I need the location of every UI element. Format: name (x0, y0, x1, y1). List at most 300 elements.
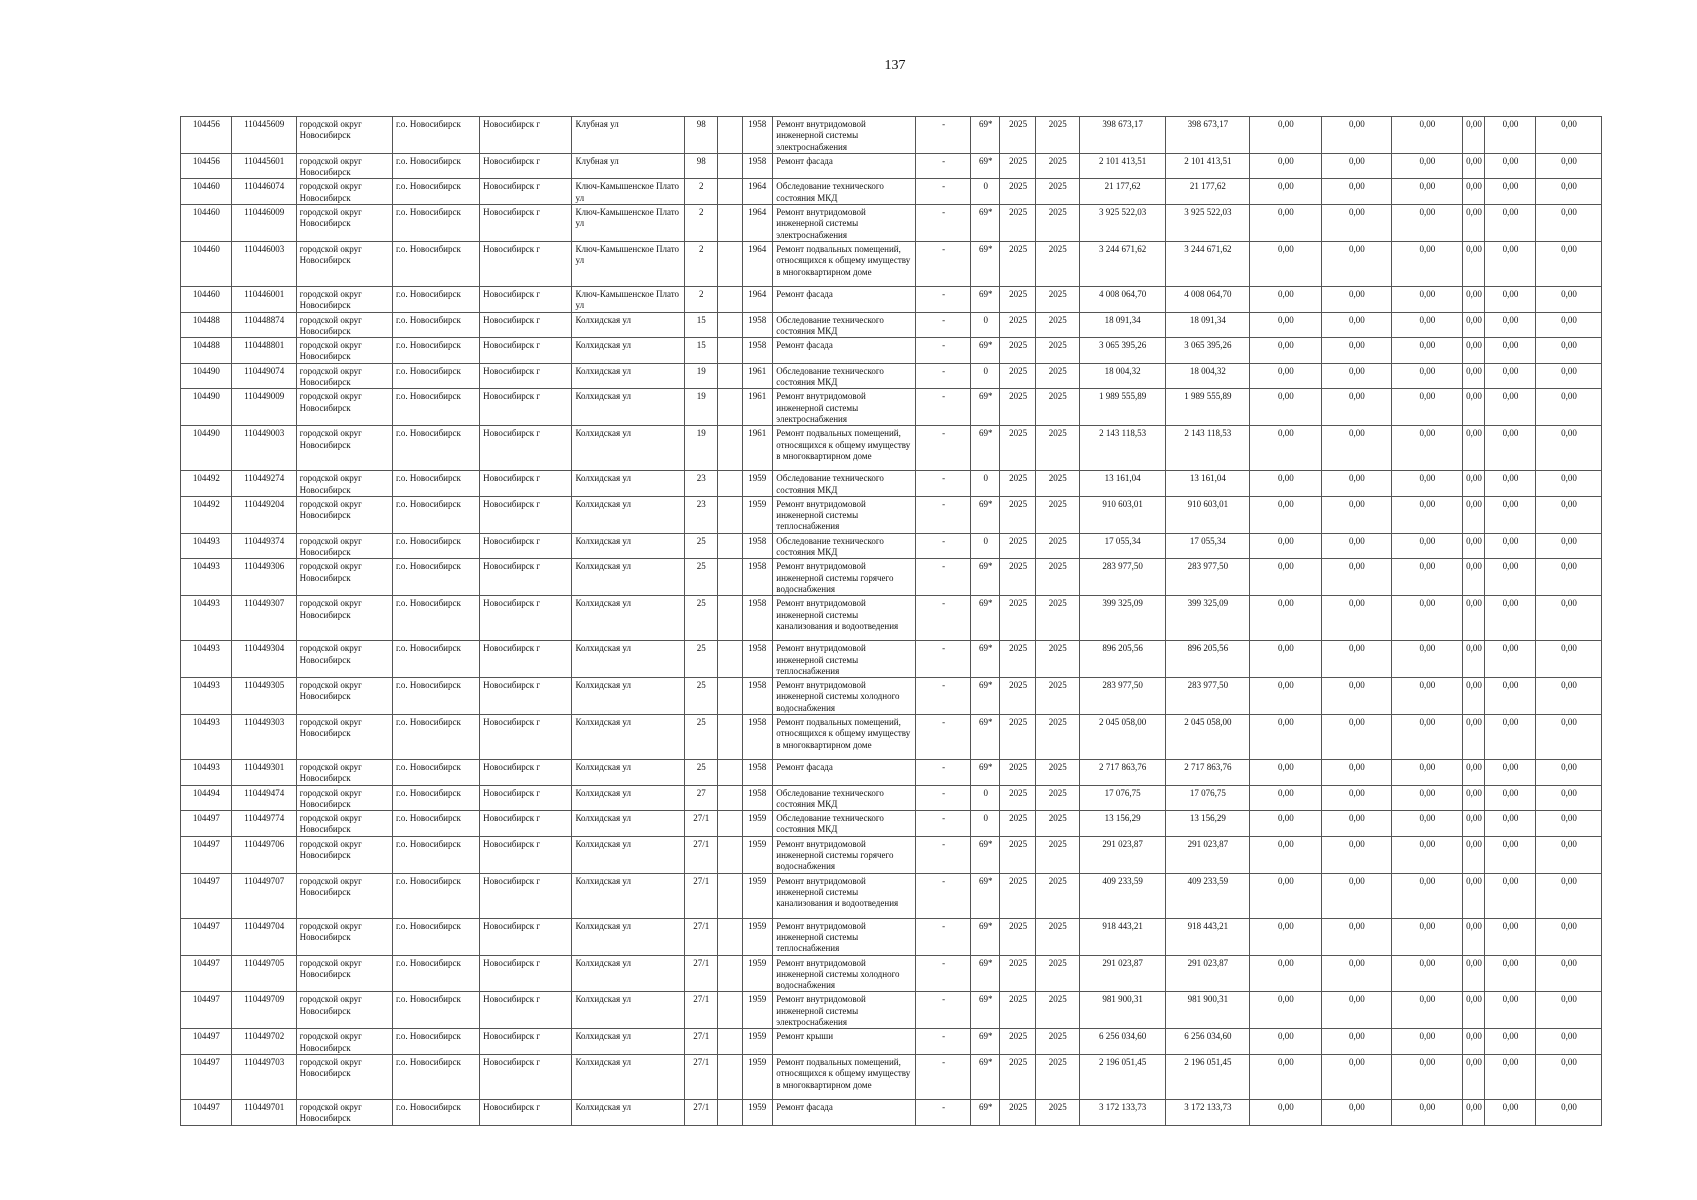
cell-amount-4: 0,00 (1462, 363, 1484, 389)
cell-amount-5: 0,00 (1485, 241, 1536, 286)
cell-amount-3: 0,00 (1391, 312, 1462, 338)
cell-district: г.о. Новосибирск (392, 153, 479, 179)
cell-percent: 69* (971, 1029, 1000, 1055)
cell-house-id: 104497 (181, 955, 232, 992)
cell-district: г.о. Новосибирск (392, 286, 479, 312)
cell-amount-2: 0,00 (1321, 179, 1391, 205)
cell-amount-6: 0,00 (1535, 596, 1601, 641)
cell-house-number: 25 (685, 714, 717, 759)
cell-amount-4: 0,00 (1462, 153, 1484, 179)
cell-city: Новосибирск г (480, 759, 572, 785)
cell-letter (717, 117, 742, 154)
cell-amount-5: 0,00 (1485, 714, 1536, 759)
cell-work-type: Обследование технического состояния МКД (773, 179, 916, 205)
cell-percent: 69* (971, 955, 1000, 992)
cell-street: Колхидская ул (572, 873, 685, 918)
cell-amount-3: 0,00 (1391, 179, 1462, 205)
cell-amount-5: 0,00 (1485, 338, 1536, 364)
cell-amount-1: 0,00 (1249, 714, 1321, 759)
cell-municipality: городской округ Новосибирск (296, 836, 392, 873)
cell-amount-6: 0,00 (1535, 714, 1601, 759)
cell-house-number: 25 (685, 641, 717, 678)
cell-work-type: Ремонт внутридомовой инженерной системы горячего водоснабжения (773, 836, 916, 873)
cell-amount-4: 0,00 (1462, 496, 1484, 533)
table-row (181, 117, 1602, 154)
cell-amount-1: 0,00 (1249, 785, 1321, 811)
cell-house-number: 27/1 (685, 811, 717, 837)
cell-municipality: городской округ Новосибирск (296, 1054, 392, 1099)
cell-total-cost: 3 172 133,73 (1079, 1099, 1165, 1125)
cell-amount-1: 0,00 (1249, 179, 1321, 205)
cell-city: Новосибирск г (480, 559, 572, 596)
cell-fund-cost: 896 205,56 (1165, 641, 1249, 678)
cell-amount-1: 0,00 (1249, 205, 1321, 242)
cell-municipality: городской округ Новосибирск (296, 241, 392, 286)
table-row (181, 312, 1602, 338)
cell-house-id: 104492 (181, 471, 232, 497)
cell-percent: 69* (971, 759, 1000, 785)
cell-year-start: 2025 (1000, 363, 1035, 389)
cell-street: Колхидская ул (572, 426, 685, 471)
cell-work-type: Ремонт внутридомовой инженерной системы холодного водоснабжения (773, 678, 916, 715)
cell-year-start: 2025 (1000, 338, 1035, 364)
page-number: 137 (884, 58, 906, 73)
cell-work-type: Ремонт подвальных помещений, относящихся к общему имуществу в многоквартирном доме (773, 714, 916, 759)
cell-amount-4: 0,00 (1462, 389, 1484, 426)
cell-build-year: 1959 (742, 992, 772, 1029)
cell-dash: - (916, 286, 971, 312)
table-row (181, 286, 1602, 312)
cell-city: Новосибирск г (480, 179, 572, 205)
cell-fund-cost: 2 101 413,51 (1165, 153, 1249, 179)
cell-house-id: 104493 (181, 678, 232, 715)
cell-dash: - (916, 496, 971, 533)
cell-city: Новосибирск г (480, 153, 572, 179)
cell-amount-3: 0,00 (1391, 678, 1462, 715)
cell-letter (717, 153, 742, 179)
cell-letter (717, 955, 742, 992)
table-row (181, 496, 1602, 533)
cell-work-type: Ремонт внутридомовой инженерной системы канализования и водоотведения (773, 873, 916, 918)
cell-street: Колхидская ул (572, 992, 685, 1029)
cell-build-year: 1959 (742, 471, 772, 497)
cell-amount-1: 0,00 (1249, 496, 1321, 533)
cell-amount-2: 0,00 (1321, 714, 1391, 759)
cell-house-id: 104493 (181, 559, 232, 596)
table-row (181, 955, 1602, 992)
cell-work-code: 110449702 (231, 1029, 296, 1055)
cell-municipality: городской округ Новосибирск (296, 559, 392, 596)
cell-house-number: 2 (685, 286, 717, 312)
cell-letter (717, 286, 742, 312)
cell-total-cost: 3 065 395,26 (1079, 338, 1165, 364)
cell-amount-5: 0,00 (1485, 179, 1536, 205)
table-row (181, 641, 1602, 678)
cell-house-id: 104460 (181, 241, 232, 286)
cell-total-cost: 13 161,04 (1079, 471, 1165, 497)
cell-amount-3: 0,00 (1391, 559, 1462, 596)
cell-year-end: 2025 (1035, 714, 1079, 759)
cell-work-code: 110445601 (231, 153, 296, 179)
cell-municipality: городской округ Новосибирск (296, 785, 392, 811)
cell-house-number: 2 (685, 205, 717, 242)
cell-amount-4: 0,00 (1462, 955, 1484, 992)
cell-amount-2: 0,00 (1321, 363, 1391, 389)
cell-amount-4: 0,00 (1462, 785, 1484, 811)
cell-total-cost: 896 205,56 (1079, 641, 1165, 678)
cell-street: Клубная ул (572, 117, 685, 154)
cell-amount-3: 0,00 (1391, 533, 1462, 559)
cell-amount-2: 0,00 (1321, 312, 1391, 338)
cell-district: г.о. Новосибирск (392, 533, 479, 559)
cell-amount-6: 0,00 (1535, 1099, 1601, 1125)
cell-municipality: городской округ Новосибирск (296, 759, 392, 785)
cell-house-number: 15 (685, 312, 717, 338)
cell-municipality: городской округ Новосибирск (296, 389, 392, 426)
cell-amount-4: 0,00 (1462, 873, 1484, 918)
cell-year-start: 2025 (1000, 496, 1035, 533)
cell-build-year: 1958 (742, 785, 772, 811)
cell-year-start: 2025 (1000, 873, 1035, 918)
cell-amount-1: 0,00 (1249, 241, 1321, 286)
cell-year-end: 2025 (1035, 153, 1079, 179)
cell-amount-4: 0,00 (1462, 533, 1484, 559)
cell-amount-4: 0,00 (1462, 179, 1484, 205)
cell-house-id: 104490 (181, 389, 232, 426)
cell-municipality: городской округ Новосибирск (296, 312, 392, 338)
cell-district: г.о. Новосибирск (392, 559, 479, 596)
cell-amount-3: 0,00 (1391, 1029, 1462, 1055)
cell-work-type: Ремонт фасада (773, 338, 916, 364)
cell-amount-4: 0,00 (1462, 1029, 1484, 1055)
cell-city: Новосибирск г (480, 714, 572, 759)
cell-street: Колхидская ул (572, 338, 685, 364)
cell-work-code: 110449703 (231, 1054, 296, 1099)
cell-percent: 0 (971, 363, 1000, 389)
cell-district: г.о. Новосибирск (392, 312, 479, 338)
cell-amount-4: 0,00 (1462, 759, 1484, 785)
cell-year-end: 2025 (1035, 811, 1079, 837)
cell-house-number: 25 (685, 596, 717, 641)
cell-house-number: 23 (685, 471, 717, 497)
cell-fund-cost: 18 004,32 (1165, 363, 1249, 389)
cell-amount-6: 0,00 (1535, 389, 1601, 426)
cell-house-number: 98 (685, 117, 717, 154)
cell-dash: - (916, 596, 971, 641)
cell-municipality: городской округ Новосибирск (296, 1099, 392, 1125)
cell-house-id: 104497 (181, 873, 232, 918)
cell-letter (717, 918, 742, 955)
cell-amount-1: 0,00 (1249, 153, 1321, 179)
cell-house-id: 104497 (181, 836, 232, 873)
cell-year-end: 2025 (1035, 873, 1079, 918)
cell-street: Ключ-Камышенское Плато ул (572, 205, 685, 242)
cell-street: Колхидская ул (572, 389, 685, 426)
cell-amount-2: 0,00 (1321, 918, 1391, 955)
cell-work-code: 110449303 (231, 714, 296, 759)
cell-percent: 69* (971, 426, 1000, 471)
cell-amount-1: 0,00 (1249, 811, 1321, 837)
cell-municipality: городской округ Новосибирск (296, 117, 392, 154)
cell-build-year: 1958 (742, 678, 772, 715)
cell-amount-5: 0,00 (1485, 918, 1536, 955)
cell-dash: - (916, 559, 971, 596)
cell-municipality: городской округ Новосибирск (296, 205, 392, 242)
cell-work-code: 110449304 (231, 641, 296, 678)
cell-work-code: 110449774 (231, 811, 296, 837)
cell-street: Ключ-Камышенское Плато ул (572, 241, 685, 286)
cell-amount-6: 0,00 (1535, 759, 1601, 785)
cell-house-id: 104493 (181, 759, 232, 785)
cell-amount-3: 0,00 (1391, 992, 1462, 1029)
cell-amount-6: 0,00 (1535, 312, 1601, 338)
cell-municipality: городской округ Новосибирск (296, 641, 392, 678)
cell-total-cost: 2 143 118,53 (1079, 426, 1165, 471)
cell-total-cost: 17 076,75 (1079, 785, 1165, 811)
cell-amount-6: 0,00 (1535, 1029, 1601, 1055)
cell-amount-1: 0,00 (1249, 1029, 1321, 1055)
cell-year-end: 2025 (1035, 389, 1079, 426)
cell-percent: 0 (971, 471, 1000, 497)
cell-amount-6: 0,00 (1535, 117, 1601, 154)
cell-city: Новосибирск г (480, 363, 572, 389)
cell-district: г.о. Новосибирск (392, 811, 479, 837)
cell-letter (717, 1029, 742, 1055)
cell-dash: - (916, 714, 971, 759)
cell-amount-5: 0,00 (1485, 1029, 1536, 1055)
cell-amount-5: 0,00 (1485, 785, 1536, 811)
cell-amount-5: 0,00 (1485, 533, 1536, 559)
cell-amount-2: 0,00 (1321, 836, 1391, 873)
cell-house-id: 104460 (181, 205, 232, 242)
cell-letter (717, 389, 742, 426)
cell-fund-cost: 3 244 671,62 (1165, 241, 1249, 286)
cell-amount-5: 0,00 (1485, 471, 1536, 497)
cell-percent: 69* (971, 678, 1000, 715)
cell-district: г.о. Новосибирск (392, 471, 479, 497)
table-row (181, 338, 1602, 364)
cell-house-id: 104497 (181, 1054, 232, 1099)
cell-year-start: 2025 (1000, 153, 1035, 179)
cell-amount-3: 0,00 (1391, 759, 1462, 785)
cell-work-type: Ремонт фасада (773, 759, 916, 785)
table-row (181, 873, 1602, 918)
cell-municipality: городской округ Новосибирск (296, 714, 392, 759)
cell-fund-cost: 13 161,04 (1165, 471, 1249, 497)
cell-street: Колхидская ул (572, 641, 685, 678)
cell-percent: 69* (971, 286, 1000, 312)
cell-street: Колхидская ул (572, 785, 685, 811)
cell-city: Новосибирск г (480, 117, 572, 154)
cell-letter (717, 836, 742, 873)
cell-district: г.о. Новосибирск (392, 363, 479, 389)
cell-street: Колхидская ул (572, 714, 685, 759)
cell-street: Колхидская ул (572, 918, 685, 955)
cell-amount-1: 0,00 (1249, 641, 1321, 678)
cell-work-type: Ремонт крыши (773, 1029, 916, 1055)
cell-municipality: городской округ Новосибирск (296, 153, 392, 179)
cell-dash: - (916, 471, 971, 497)
cell-amount-1: 0,00 (1249, 759, 1321, 785)
cell-house-id: 104456 (181, 117, 232, 154)
cell-amount-2: 0,00 (1321, 1029, 1391, 1055)
cell-street: Ключ-Камышенское Плато ул (572, 179, 685, 205)
cell-amount-4: 0,00 (1462, 714, 1484, 759)
cell-house-id: 104456 (181, 153, 232, 179)
cell-year-start: 2025 (1000, 426, 1035, 471)
cell-dash: - (916, 312, 971, 338)
cell-street: Колхидская ул (572, 363, 685, 389)
cell-total-cost: 291 023,87 (1079, 836, 1165, 873)
cell-build-year: 1958 (742, 714, 772, 759)
cell-street: Колхидская ул (572, 533, 685, 559)
cell-street: Колхидская ул (572, 811, 685, 837)
cell-letter (717, 678, 742, 715)
cell-work-code: 110448874 (231, 312, 296, 338)
cell-build-year: 1964 (742, 205, 772, 242)
cell-letter (717, 179, 742, 205)
cell-house-number: 27/1 (685, 873, 717, 918)
cell-amount-3: 0,00 (1391, 338, 1462, 364)
cell-work-code: 110449709 (231, 992, 296, 1029)
cell-amount-2: 0,00 (1321, 533, 1391, 559)
cell-amount-4: 0,00 (1462, 992, 1484, 1029)
cell-house-number: 23 (685, 496, 717, 533)
table-row (181, 533, 1602, 559)
table-row (181, 426, 1602, 471)
cell-dash: - (916, 1099, 971, 1125)
cell-percent: 69* (971, 117, 1000, 154)
cell-letter (717, 785, 742, 811)
cell-amount-5: 0,00 (1485, 312, 1536, 338)
cell-street: Колхидская ул (572, 1029, 685, 1055)
cell-build-year: 1958 (742, 641, 772, 678)
cell-year-start: 2025 (1000, 678, 1035, 715)
cell-work-type: Обследование технического состояния МКД (773, 533, 916, 559)
table-row (181, 836, 1602, 873)
cell-dash: - (916, 955, 971, 992)
cell-amount-2: 0,00 (1321, 153, 1391, 179)
cell-street: Клубная ул (572, 153, 685, 179)
cell-work-code: 110449706 (231, 836, 296, 873)
cell-amount-2: 0,00 (1321, 1099, 1391, 1125)
cell-dash: - (916, 811, 971, 837)
cell-amount-4: 0,00 (1462, 596, 1484, 641)
cell-build-year: 1964 (742, 286, 772, 312)
cell-amount-6: 0,00 (1535, 533, 1601, 559)
cell-build-year: 1958 (742, 533, 772, 559)
cell-work-code: 110449204 (231, 496, 296, 533)
cell-amount-5: 0,00 (1485, 286, 1536, 312)
cell-year-start: 2025 (1000, 389, 1035, 426)
cell-year-end: 2025 (1035, 533, 1079, 559)
table-row (181, 205, 1602, 242)
cell-fund-cost: 18 091,34 (1165, 312, 1249, 338)
cell-street: Колхидская ул (572, 678, 685, 715)
cell-percent: 69* (971, 873, 1000, 918)
cell-city: Новосибирск г (480, 241, 572, 286)
cell-house-number: 25 (685, 559, 717, 596)
cell-total-cost: 291 023,87 (1079, 955, 1165, 992)
cell-amount-5: 0,00 (1485, 363, 1536, 389)
cell-work-type: Ремонт фасада (773, 286, 916, 312)
cell-house-id: 104493 (181, 714, 232, 759)
cell-fund-cost: 2 143 118,53 (1165, 426, 1249, 471)
cell-amount-5: 0,00 (1485, 559, 1536, 596)
cell-work-code: 110446003 (231, 241, 296, 286)
cell-percent: 69* (971, 918, 1000, 955)
cell-house-id: 104497 (181, 1029, 232, 1055)
cell-amount-1: 0,00 (1249, 389, 1321, 426)
cell-year-end: 2025 (1035, 596, 1079, 641)
cell-municipality: городской округ Новосибирск (296, 678, 392, 715)
cell-year-end: 2025 (1035, 955, 1079, 992)
table-row (181, 1054, 1602, 1099)
cell-amount-3: 0,00 (1391, 205, 1462, 242)
cell-amount-5: 0,00 (1485, 205, 1536, 242)
cell-district: г.о. Новосибирск (392, 641, 479, 678)
cell-work-type: Ремонт фасада (773, 153, 916, 179)
cell-letter (717, 363, 742, 389)
cell-house-id: 104497 (181, 1099, 232, 1125)
cell-house-id: 104493 (181, 641, 232, 678)
cell-amount-3: 0,00 (1391, 363, 1462, 389)
cell-work-code: 110449705 (231, 955, 296, 992)
cell-district: г.о. Новосибирск (392, 759, 479, 785)
cell-build-year: 1958 (742, 759, 772, 785)
cell-amount-6: 0,00 (1535, 1054, 1601, 1099)
cell-fund-cost: 918 443,21 (1165, 918, 1249, 955)
cell-district: г.о. Новосибирск (392, 955, 479, 992)
cell-work-type: Обследование технического состояния МКД (773, 471, 916, 497)
cell-house-number: 25 (685, 678, 717, 715)
cell-work-code: 110449305 (231, 678, 296, 715)
cell-amount-6: 0,00 (1535, 338, 1601, 364)
cell-street: Ключ-Камышенское Плато ул (572, 286, 685, 312)
cell-dash: - (916, 153, 971, 179)
cell-build-year: 1958 (742, 153, 772, 179)
cell-amount-4: 0,00 (1462, 117, 1484, 154)
cell-amount-3: 0,00 (1391, 286, 1462, 312)
cell-total-cost: 4 008 064,70 (1079, 286, 1165, 312)
cell-amount-6: 0,00 (1535, 241, 1601, 286)
cell-city: Новосибирск г (480, 205, 572, 242)
cell-amount-3: 0,00 (1391, 785, 1462, 811)
cell-total-cost: 2 101 413,51 (1079, 153, 1165, 179)
cell-dash: - (916, 363, 971, 389)
cell-percent: 69* (971, 153, 1000, 179)
cell-work-type: Ремонт внутридомовой инженерной системы теплоснабжения (773, 641, 916, 678)
cell-year-end: 2025 (1035, 241, 1079, 286)
cell-year-end: 2025 (1035, 1099, 1079, 1125)
cell-work-type: Обследование технического состояния МКД (773, 811, 916, 837)
cell-house-number: 19 (685, 426, 717, 471)
cell-city: Новосибирск г (480, 471, 572, 497)
cell-amount-6: 0,00 (1535, 785, 1601, 811)
cell-municipality: городской округ Новосибирск (296, 426, 392, 471)
cell-percent: 69* (971, 596, 1000, 641)
cell-municipality: городской округ Новосибирск (296, 533, 392, 559)
cell-percent: 0 (971, 785, 1000, 811)
cell-amount-1: 0,00 (1249, 426, 1321, 471)
cell-house-id: 104460 (181, 179, 232, 205)
cell-amount-6: 0,00 (1535, 363, 1601, 389)
cell-amount-4: 0,00 (1462, 241, 1484, 286)
cell-work-type: Ремонт внутридомовой инженерной системы канализования и водоотведения (773, 596, 916, 641)
cell-dash: - (916, 1029, 971, 1055)
cell-fund-cost: 1 989 555,89 (1165, 389, 1249, 426)
cell-letter (717, 496, 742, 533)
